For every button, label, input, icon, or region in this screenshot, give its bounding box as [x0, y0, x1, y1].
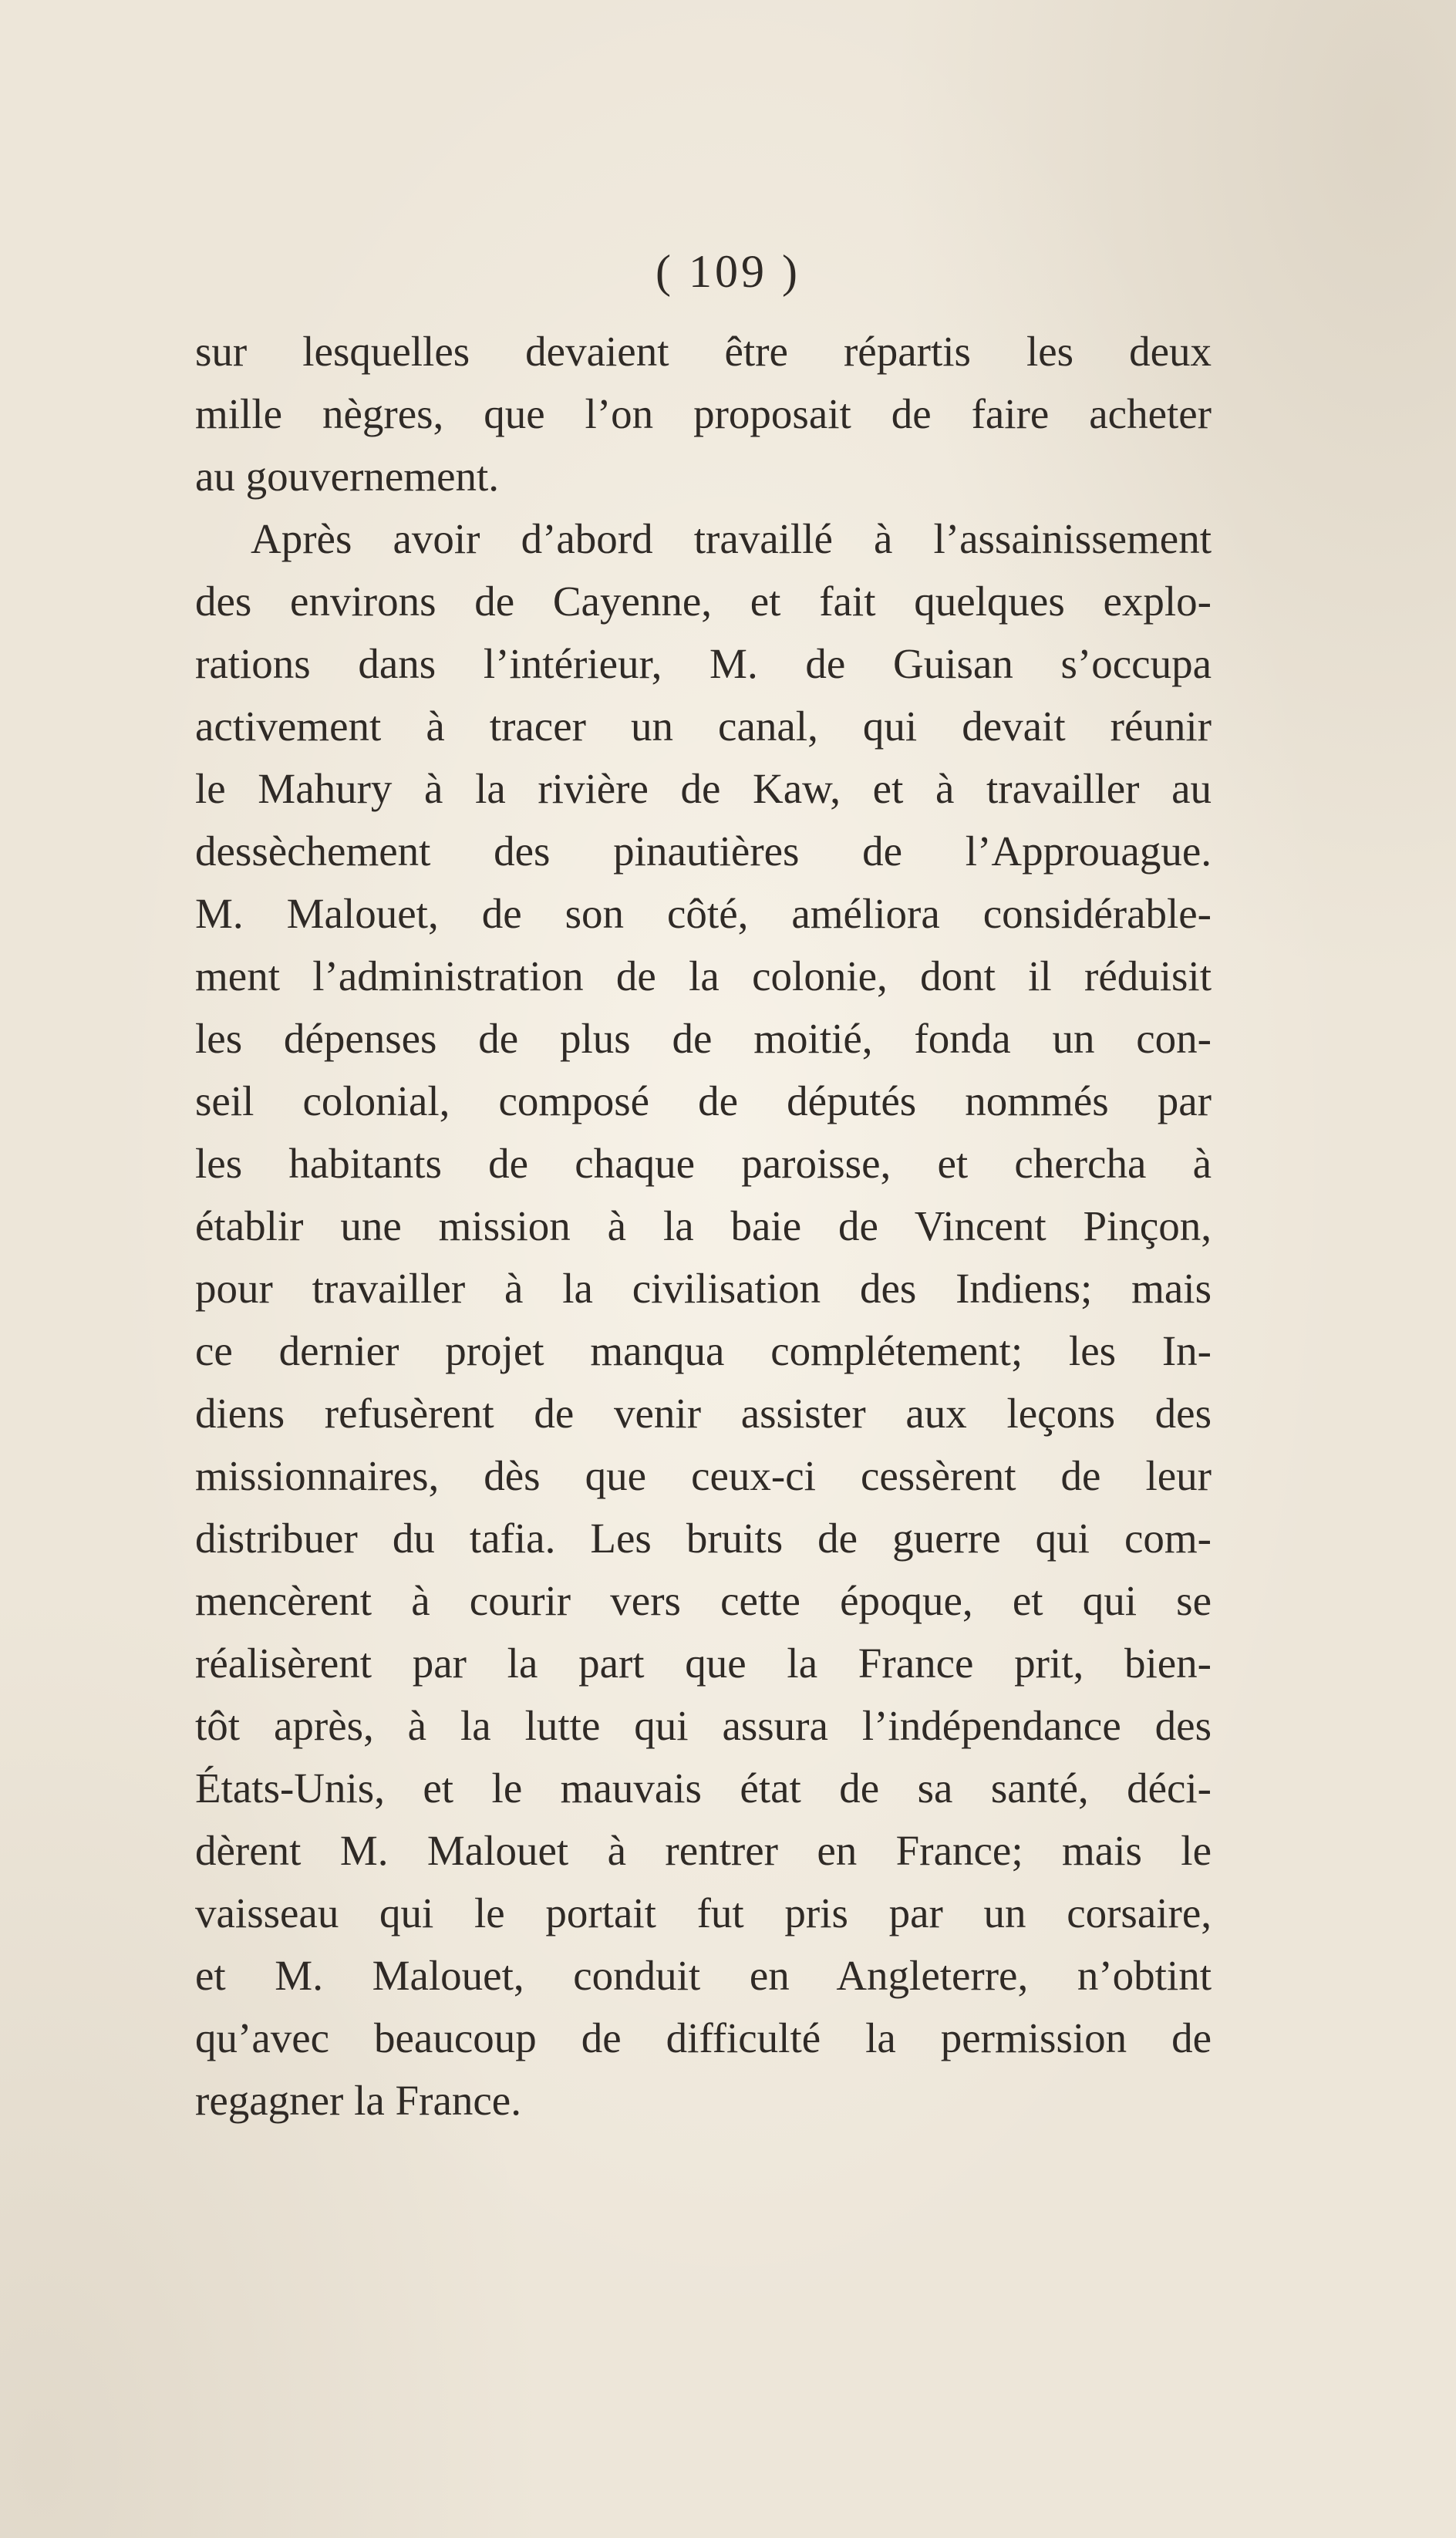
- text-line: dessèchement des pinautières de l’Approuague.: [195, 827, 1212, 875]
- text-line: tôt après, à la lutte qui assura l’indépendance des: [195, 1702, 1212, 1749]
- text-line: ce dernier projet manqua complétement; les In-: [195, 1327, 1212, 1374]
- text-line: ment l’administration de la colonie, dont il réduisit: [195, 952, 1212, 999]
- text-line: et M. Malouet, conduit en Angleterre, n’obtint: [195, 1952, 1212, 1999]
- text-line: au gouvernement.: [195, 453, 500, 500]
- text-line: les dépenses de plus de moitié, fonda un con-: [195, 1015, 1212, 1062]
- text-line: mille nègres, que l’on proposait de faire acheter: [195, 390, 1212, 437]
- text-line: diens refusèrent de venir assister aux leçons des: [195, 1390, 1212, 1437]
- text-line: seil colonial, composé de députés nommés par: [195, 1077, 1212, 1124]
- text-line: États-Unis, et le mauvais état de sa santé, déci-: [195, 1764, 1212, 1812]
- text-line: rations dans l’intérieur, M. de Guisan s’occupa: [195, 640, 1212, 687]
- text-line: pour travailler à la civilisation des Indiens; mais: [195, 1265, 1212, 1312]
- text-line: distribuer du tafia. Les bruits de guerre qui com-: [195, 1515, 1212, 1562]
- text-line: regagner la France.: [195, 2077, 521, 2124]
- text-line: vaisseau qui le portait fut pris par un corsaire,: [195, 1889, 1212, 1936]
- text-line: le Mahury à la rivière de Kaw, et à travailler au: [195, 765, 1212, 812]
- text-line: missionnaires, dès que ceux-ci cessèrent de leur: [195, 1452, 1212, 1499]
- text-line: dèrent M. Malouet à rentrer en France; mais le: [195, 1827, 1212, 1874]
- text-line: mencèrent à courir vers cette époque, et qui se: [195, 1577, 1212, 1624]
- text-line: activement à tracer un canal, qui devait réunir: [195, 703, 1212, 750]
- text-line: des environs de Cayenne, et fait quelques explo-: [195, 578, 1212, 625]
- text-line: qu’avec beaucoup de difficulté la permission de: [195, 2014, 1212, 2061]
- text-line: Après avoir d’abord travaillé à l’assainissement: [251, 515, 1212, 562]
- text-line: réalisèrent par la part que la France prit, bien-: [195, 1640, 1212, 1687]
- text-line: les habitants de chaque paroisse, et chercha à: [195, 1140, 1212, 1187]
- page-number: ( 109 ): [656, 246, 800, 297]
- text-line: M. Malouet, de son côté, améliora considérable-: [195, 890, 1212, 937]
- text-line: sur lesquelles devaient être répartis les deux: [195, 328, 1212, 375]
- body-text: [195, 320, 1212, 2132]
- text-line: établir une mission à la baie de Vincent Pinçon,: [195, 1202, 1212, 1249]
